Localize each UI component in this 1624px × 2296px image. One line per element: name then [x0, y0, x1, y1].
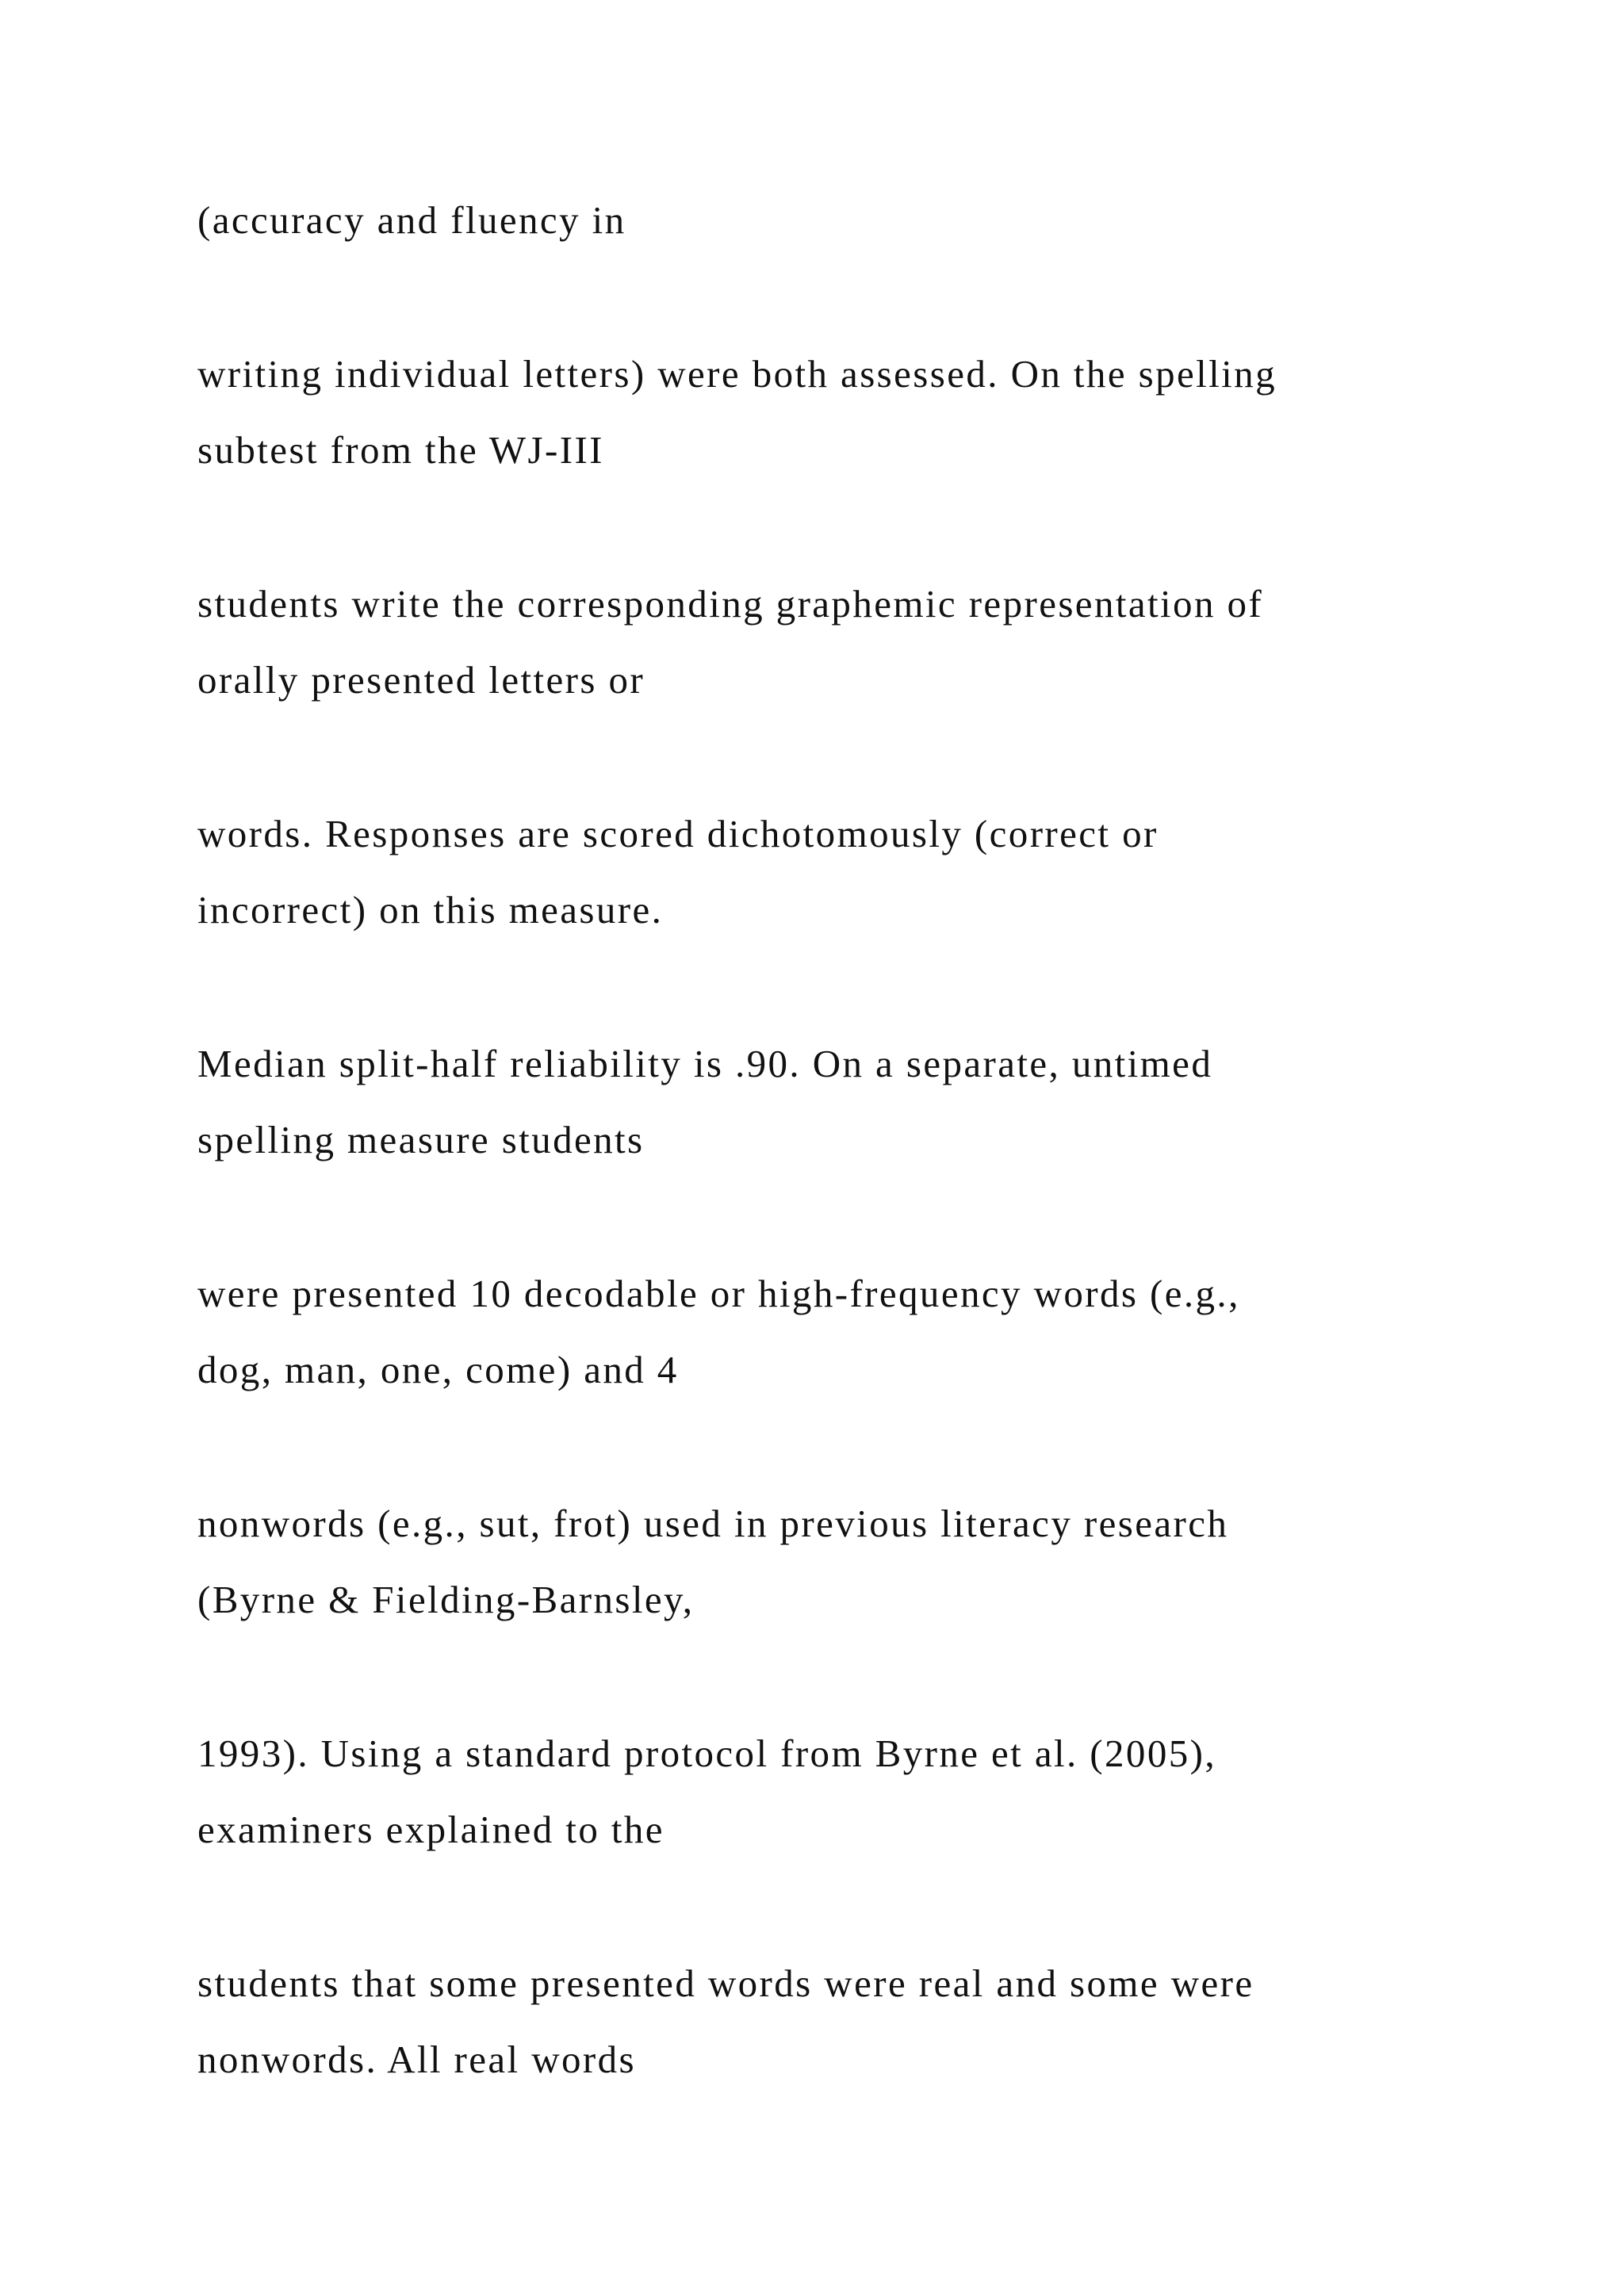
text-line: nonwords (e.g., sut, frot) used in previous literacy research: [197, 1502, 1229, 1545]
text-line: examiners explained to the: [197, 1808, 665, 1851]
text-line: words. Responses are scored dichotomously (correct or: [197, 812, 1159, 855]
text-line: were presented 10 decodable or high-frequency words (e.g.,: [197, 1272, 1240, 1315]
text-line: Median split-half reliability is .90. On a separate, untimed: [197, 1042, 1213, 1085]
text-line: dog, man, one, come) and 4: [197, 1348, 679, 1391]
text-line: (accuracy and fluency in: [197, 198, 626, 242]
text-line: writing individual letters) were both assessed. On the spelling: [197, 352, 1277, 396]
text-line: spelling measure students: [197, 1118, 645, 1161]
text-line: incorrect) on this measure.: [197, 888, 664, 932]
text-line: nonwords. All real words: [197, 2038, 636, 2081]
text-line: (Byrne & Fielding-Barnsley,: [197, 1578, 695, 1621]
text-line: subtest from the WJ-III: [197, 428, 604, 472]
text-line: 1993). Using a standard protocol from Byrne et al. (2005),: [197, 1732, 1216, 1775]
text-line: orally presented letters or: [197, 658, 645, 702]
text-line: students write the corresponding graphemic representation of: [197, 582, 1264, 626]
text-line: students that some presented words were real and some were: [197, 1961, 1254, 2005]
